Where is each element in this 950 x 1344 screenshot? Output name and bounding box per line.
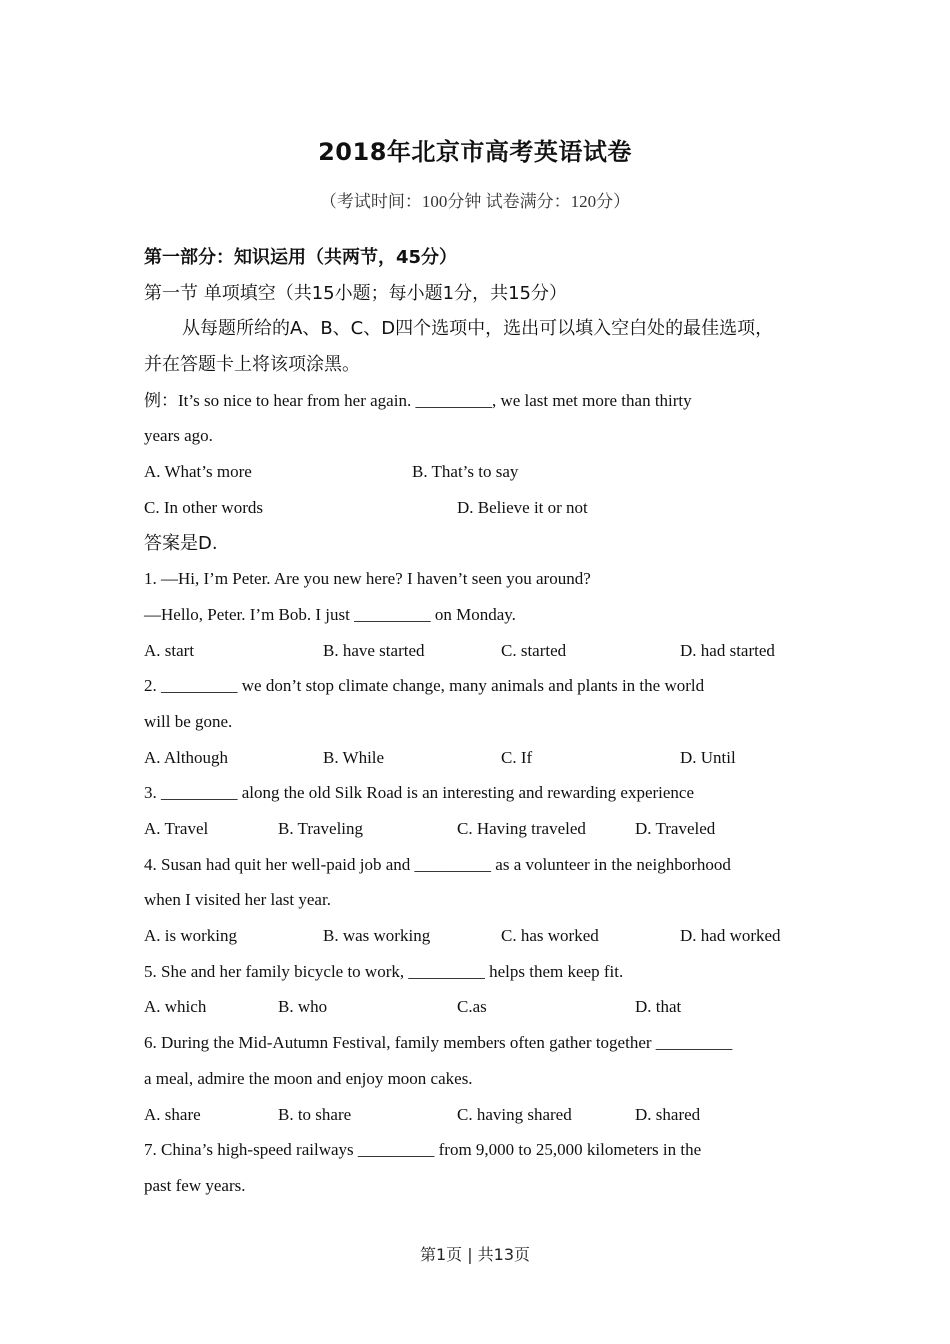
- option-a: A. is working: [144, 926, 238, 946]
- instruction-line: 并在答题卡上将该项涂黑。: [144, 354, 360, 376]
- question-line: will be gone.: [144, 711, 233, 731]
- option-c: C. has worked: [501, 926, 599, 946]
- part-heading: 第一部分：知识运用（共两节，45分）: [144, 247, 458, 268]
- example-option: B. That’s to say: [412, 462, 519, 482]
- question-line: —Hello, Peter. I’m Bob. I just _________ on Monday.: [144, 604, 516, 624]
- question-options-row: [144, 811, 810, 847]
- question-line: 1. —Hi, I’m Peter. Are you new here? I haven’t seen you around?: [144, 569, 591, 589]
- option-b: B. was working: [323, 926, 431, 946]
- option-b: B. have started: [323, 640, 425, 660]
- question-options-row: [144, 989, 810, 1025]
- example-option: A. What’s more: [144, 462, 252, 482]
- option-b: B. While: [323, 747, 385, 767]
- option-c: C. having shared: [457, 1104, 572, 1124]
- example-line: 例：It’s so nice to hear from her again. _________, we last met more than thirty: [144, 390, 692, 410]
- example-options-row: [144, 490, 810, 526]
- option-a: A. Travel: [144, 819, 209, 838]
- example-option: C. In other words: [144, 497, 263, 517]
- question-line: 5. She and her family bicycle to work, _________ helps them keep fit.: [144, 961, 624, 981]
- option-c: C. Having traveled: [457, 819, 586, 838]
- instruction-line: 从每题所给的A、B、C、D四个选项中，选出可以填入空白处的最佳选项，: [182, 318, 774, 340]
- option-d: D. Until: [680, 747, 736, 767]
- question-line: a meal, admire the moon and enjoy moon cakes.: [144, 1068, 473, 1088]
- option-d: D. Traveled: [635, 819, 716, 838]
- example-options-row: [144, 454, 810, 490]
- question-options-row: [144, 1097, 810, 1133]
- question-line: 3. _________ along the old Silk Road is an interesting and rewarding experience: [144, 783, 695, 803]
- exam-subtitle: （考试时间：100分钟 试卷满分：120分）: [319, 192, 631, 211]
- question-line: 2. _________ we don’t stop climate change, many animals and plants in the world: [144, 676, 705, 696]
- option-c: C.as: [457, 997, 487, 1017]
- question-line: when I visited her last year.: [144, 890, 331, 910]
- option-b: B. to share: [278, 1104, 352, 1124]
- option-c: C. started: [501, 640, 567, 660]
- option-c: C. If: [501, 747, 533, 767]
- option-b: B. Traveling: [278, 819, 364, 838]
- option-d: D. had started: [680, 640, 775, 660]
- option-d: D. shared: [635, 1104, 701, 1124]
- question-line: past few years.: [144, 1175, 246, 1195]
- example-option: D. Believe it or not: [457, 497, 588, 517]
- option-a: A. which: [144, 997, 207, 1017]
- question-line: 4. Susan had quit her well-paid job and _________ as a volunteer in the neighborhood: [144, 854, 731, 874]
- example-line: years ago.: [144, 426, 213, 446]
- option-d: D. had worked: [680, 926, 781, 946]
- exam-content: [144, 240, 810, 1204]
- option-b: B. who: [278, 997, 328, 1017]
- option-a: A. share: [144, 1104, 201, 1124]
- option-d: D. that: [635, 997, 682, 1017]
- example-answer: 答案是D.: [144, 532, 218, 554]
- question-options-row: [144, 740, 810, 776]
- page-title: 2018年北京市高考英语试卷: [318, 138, 632, 166]
- question-options-row: [144, 918, 810, 954]
- option-a: A. Although: [144, 747, 229, 767]
- question-options-row: [144, 633, 810, 669]
- page-footer: 第1页 | 共13页: [419, 1245, 531, 1264]
- question-line: 6. During the Mid-Autumn Festival, family members often gather together _________: [144, 1033, 733, 1053]
- option-a: A. start: [144, 640, 195, 660]
- question-line: 7. China’s high-speed railways _________ from 9,000 to 25,000 kilometers in the: [144, 1140, 702, 1160]
- section-heading: 第一节 单项填空（共15小题；每小题1分，共15分）: [144, 282, 567, 304]
